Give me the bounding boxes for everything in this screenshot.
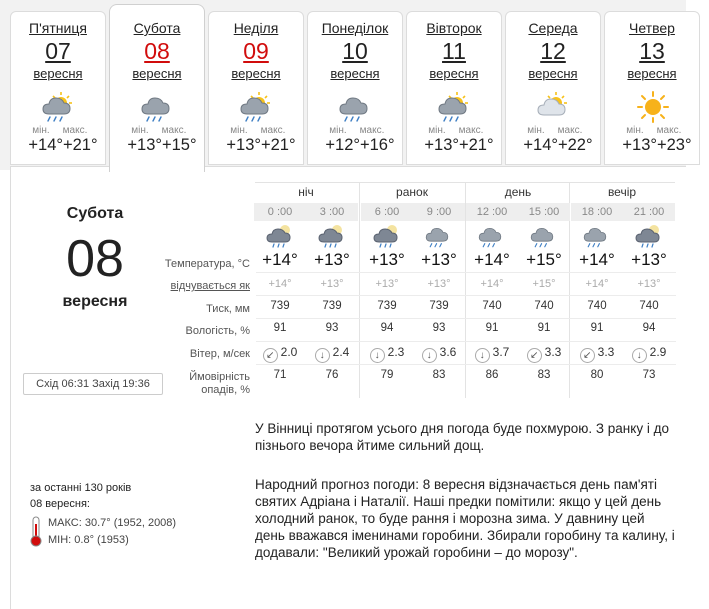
hour-feels: +13°	[637, 278, 661, 290]
wind-speed: 3.3	[544, 345, 562, 359]
wind-speed: 3.7	[492, 345, 510, 359]
tab-month[interactable]: вересня	[231, 66, 281, 81]
tab-date[interactable]: 11	[442, 38, 466, 64]
row-label-wind: Вітер, м/сек	[189, 348, 250, 360]
hour-precip: 83	[432, 369, 446, 381]
row-divider	[256, 272, 676, 273]
tab-temps	[110, 136, 214, 155]
tab-min-label: мін.	[32, 125, 50, 136]
tab-max-temp: +16°	[360, 136, 395, 154]
row-divider	[256, 364, 676, 365]
tab-max-label: макс.	[458, 125, 484, 136]
tab-min-temp: +13°	[622, 136, 657, 154]
hour-pressure: 740	[639, 300, 659, 312]
day-tab-11[interactable]	[406, 11, 502, 165]
detail-day-name: Субота	[66, 205, 124, 222]
wind-direction-icon: ↙	[263, 348, 278, 363]
wind-speed: 2.3	[387, 345, 405, 359]
tab-minmax-labels	[308, 125, 402, 136]
hour-temp: +13°	[314, 250, 350, 269]
tab-max-label: макс.	[656, 125, 682, 136]
hour-temp: +13°	[421, 250, 457, 269]
tab-day-name[interactable]: П'ятниця	[29, 20, 87, 36]
hour-precip: 83	[537, 369, 551, 381]
hour-feels: +14°	[585, 278, 609, 290]
hour-time: 3 :00	[306, 203, 358, 221]
history-max: МАКС: 30.7° (1952, 2008)	[48, 517, 177, 529]
hour-wind	[361, 345, 413, 363]
period-header: ранок	[396, 185, 428, 199]
cloud-rain-icon	[581, 222, 613, 248]
hour-time: 0 :00	[254, 203, 306, 221]
sunrise-sunset: Схід 06:31 Захід 19:36	[23, 373, 163, 395]
row-label-pressure: Тиск, мм	[206, 303, 250, 315]
tab-day-name[interactable]: Четвер	[629, 20, 675, 36]
row-divider	[256, 318, 676, 319]
history-period: за останні 130 років	[30, 482, 132, 494]
wind-direction-icon: ↙	[527, 348, 542, 363]
tab-min-temp: +13°	[127, 136, 162, 154]
hour-humidity: 91	[273, 322, 287, 334]
tab-temps	[308, 136, 412, 155]
tab-minmax-labels	[209, 125, 303, 136]
tab-max-temp: +21°	[459, 136, 494, 154]
folk-forecast: Народний прогноз погоди: 8 вересня відзначається день пам'яті святих Адріана і Наталії. Наші предки помітили: якщо у цей день холодний ранок, то буде рання і морозна зима. У давнину цей день вважався іменинами горобини. Збирали горобину та калину, і додавали: "Великий урожай горобини – до морозу".	[255, 477, 675, 560]
day-tab-13[interactable]	[604, 11, 700, 165]
hour-feels: +13°	[375, 278, 399, 290]
tab-max-label: макс.	[62, 125, 88, 136]
tab-month[interactable]: вересня	[627, 66, 677, 81]
hour-precip: 79	[380, 369, 394, 381]
row-label-precip-unit: опадів, %	[201, 384, 250, 396]
hour-precip: 76	[325, 369, 339, 381]
tab-minmax-labels	[11, 125, 105, 136]
hour-wind	[518, 345, 570, 363]
cloud-night-icon	[264, 222, 296, 248]
tab-temps	[605, 136, 709, 155]
period-header: день	[504, 185, 532, 199]
cloud-rain-icon	[528, 222, 560, 248]
tab-min-temp: +12°	[325, 136, 360, 154]
weather-description: У Вінниці протягом усього дня погода буде похмурою. З ранку і до пізнього вечора йтиме сильний дощ.	[255, 421, 669, 453]
period-separator	[359, 182, 360, 398]
hour-pressure: 739	[377, 300, 397, 312]
hour-precip: 86	[485, 369, 499, 381]
hour-feels: +13°	[320, 278, 344, 290]
day-tab-10[interactable]	[307, 11, 403, 165]
tab-temps	[11, 136, 115, 155]
tab-max-label: макс.	[161, 125, 187, 136]
hour-pressure: 740	[587, 300, 607, 312]
hour-pressure: 739	[322, 300, 342, 312]
tab-min-label: мін.	[626, 125, 644, 136]
hour-time: 15 :00	[518, 203, 570, 221]
hour-time: 21 :00	[623, 203, 675, 221]
tab-min-label: мін.	[527, 125, 545, 136]
day-tabs	[0, 0, 692, 170]
history-min: МІН: 0.8° (1953)	[48, 534, 129, 546]
hour-humidity: 91	[485, 322, 499, 334]
partly-cloudy-icon	[534, 90, 574, 124]
hour-time: 12 :00	[466, 203, 518, 221]
hour-time: 6 :00	[361, 203, 413, 221]
wind-speed: 2.9	[649, 345, 667, 359]
hour-precip: 80	[590, 369, 604, 381]
tab-month[interactable]: вересня	[528, 66, 578, 81]
tab-minmax-labels	[506, 125, 600, 136]
tab-min-temp: +13°	[424, 136, 459, 154]
hour-temp: +15°	[526, 250, 562, 269]
wind-speed: 3.3	[597, 345, 615, 359]
wind-speed: 3.6	[439, 345, 457, 359]
detail-date: 08	[66, 230, 124, 288]
tab-month[interactable]: вересня	[330, 66, 380, 81]
hour-precip: 71	[273, 369, 287, 381]
hour-pressure: 740	[482, 300, 502, 312]
hour-feels: +14°	[480, 278, 504, 290]
cloud-rain-sun-icon	[237, 90, 277, 124]
row-label-humidity: Вологість, %	[185, 325, 250, 337]
hour-temp: +13°	[631, 250, 667, 269]
thermometer-icon	[29, 516, 43, 548]
hour-wind	[413, 345, 465, 363]
hour-pressure: 740	[534, 300, 554, 312]
row-label-feels[interactable]: відчувається як	[170, 280, 250, 292]
tab-day-name[interactable]: Середа	[528, 20, 578, 36]
cloud-night-icon	[633, 222, 665, 248]
row-divider	[256, 295, 676, 296]
tab-max-temp: +21°	[261, 136, 296, 154]
tab-minmax-labels	[407, 125, 501, 136]
wind-direction-icon: ↓	[370, 348, 385, 363]
tab-day-name[interactable]: Субота	[133, 20, 181, 36]
row-label-temp: Температура, °C	[164, 258, 250, 270]
tab-temps	[506, 136, 610, 155]
tab-day-name[interactable]: Вівторок	[426, 20, 482, 36]
tab-min-label: мін.	[131, 125, 149, 136]
tab-temps	[407, 136, 511, 155]
wind-direction-icon: ↓	[632, 348, 647, 363]
tab-date[interactable]: 13	[639, 38, 665, 64]
cloud-rain-sun-icon	[435, 90, 475, 124]
history-date: 08 вересня:	[30, 498, 90, 510]
hour-pressure: 739	[270, 300, 290, 312]
hour-temp: +14°	[262, 250, 298, 269]
period-header: вечір	[607, 185, 637, 199]
hour-time: 9 :00	[413, 203, 465, 221]
tab-month[interactable]: вересня	[33, 66, 83, 81]
tab-month[interactable]: вересня	[429, 66, 479, 81]
hour-humidity: 93	[325, 322, 339, 334]
day-tab-08[interactable]	[109, 4, 205, 172]
cloud-rain-sun-icon	[39, 90, 79, 124]
tab-minmax-labels	[110, 125, 204, 136]
tab-date[interactable]: 10	[342, 38, 368, 64]
day-tab-12[interactable]	[505, 11, 601, 165]
tab-date[interactable]: 09	[243, 38, 269, 64]
hour-precip: 73	[642, 369, 656, 381]
hour-humidity: 91	[537, 322, 551, 334]
hour-temp: +14°	[474, 250, 510, 269]
tab-max-temp: +21°	[63, 136, 98, 154]
hour-temp: +14°	[579, 250, 615, 269]
tab-max-temp: +15°	[162, 136, 197, 154]
tab-max-label: макс.	[260, 125, 286, 136]
tab-min-temp: +14°	[28, 136, 63, 154]
tab-month[interactable]: вересня	[132, 66, 182, 81]
sun-icon	[633, 90, 673, 124]
hour-pressure: 739	[429, 300, 449, 312]
period-header: ніч	[298, 185, 314, 199]
tab-temps	[209, 136, 313, 155]
hour-humidity: 91	[590, 322, 604, 334]
tab-min-label: мін.	[329, 125, 347, 136]
wind-speed: 2.0	[280, 345, 298, 359]
tab-max-temp: +23°	[657, 136, 692, 154]
tab-min-label: мін.	[230, 125, 248, 136]
tab-minmax-labels	[605, 125, 699, 136]
hour-temp: +13°	[369, 250, 405, 269]
tab-date[interactable]: 08	[144, 38, 170, 64]
tab-min-temp: +13°	[226, 136, 261, 154]
row-divider	[256, 341, 676, 342]
tab-day-name[interactable]: Неділя	[233, 20, 279, 36]
history-title	[30, 480, 131, 512]
wind-direction-icon: ↓	[315, 348, 330, 363]
day-tab-09[interactable]	[208, 11, 304, 165]
day-tab-07[interactable]	[10, 11, 106, 165]
hour-feels: +15°	[532, 278, 556, 290]
detail-month: вересня	[62, 293, 128, 310]
cloud-rain-icon	[423, 222, 455, 248]
hour-feels: +14°	[268, 278, 292, 290]
tab-min-temp: +14°	[523, 136, 558, 154]
hour-wind	[466, 345, 518, 363]
hour-feels: +13°	[427, 278, 451, 290]
wind-direction-icon: ↓	[475, 348, 490, 363]
hour-wind	[306, 345, 358, 363]
hour-humidity: 94	[380, 322, 394, 334]
tab-day-name[interactable]: Понеділок	[321, 20, 389, 36]
row-label-precip: Ймовірність	[189, 371, 250, 383]
tab-date[interactable]: 07	[45, 38, 71, 64]
hour-humidity: 94	[642, 322, 656, 334]
hour-humidity: 93	[432, 322, 446, 334]
hour-time: 18 :00	[571, 203, 623, 221]
tab-date[interactable]: 12	[540, 38, 566, 64]
tab-max-temp: +22°	[558, 136, 593, 154]
cloud-night-icon	[371, 222, 403, 248]
hour-wind	[571, 345, 623, 363]
wind-direction-icon: ↓	[422, 348, 437, 363]
tab-min-label: мін.	[428, 125, 446, 136]
hour-wind	[623, 345, 675, 363]
cloud-rain-icon	[336, 90, 376, 124]
tab-max-label: макс.	[557, 125, 583, 136]
tab-max-label: макс.	[359, 125, 385, 136]
cloud-rain-icon	[476, 222, 508, 248]
cloud-rain-icon	[138, 90, 178, 124]
wind-speed: 2.4	[332, 345, 350, 359]
hour-wind	[254, 345, 306, 363]
wind-direction-icon: ↙	[580, 348, 595, 363]
cloud-night-icon	[316, 222, 348, 248]
